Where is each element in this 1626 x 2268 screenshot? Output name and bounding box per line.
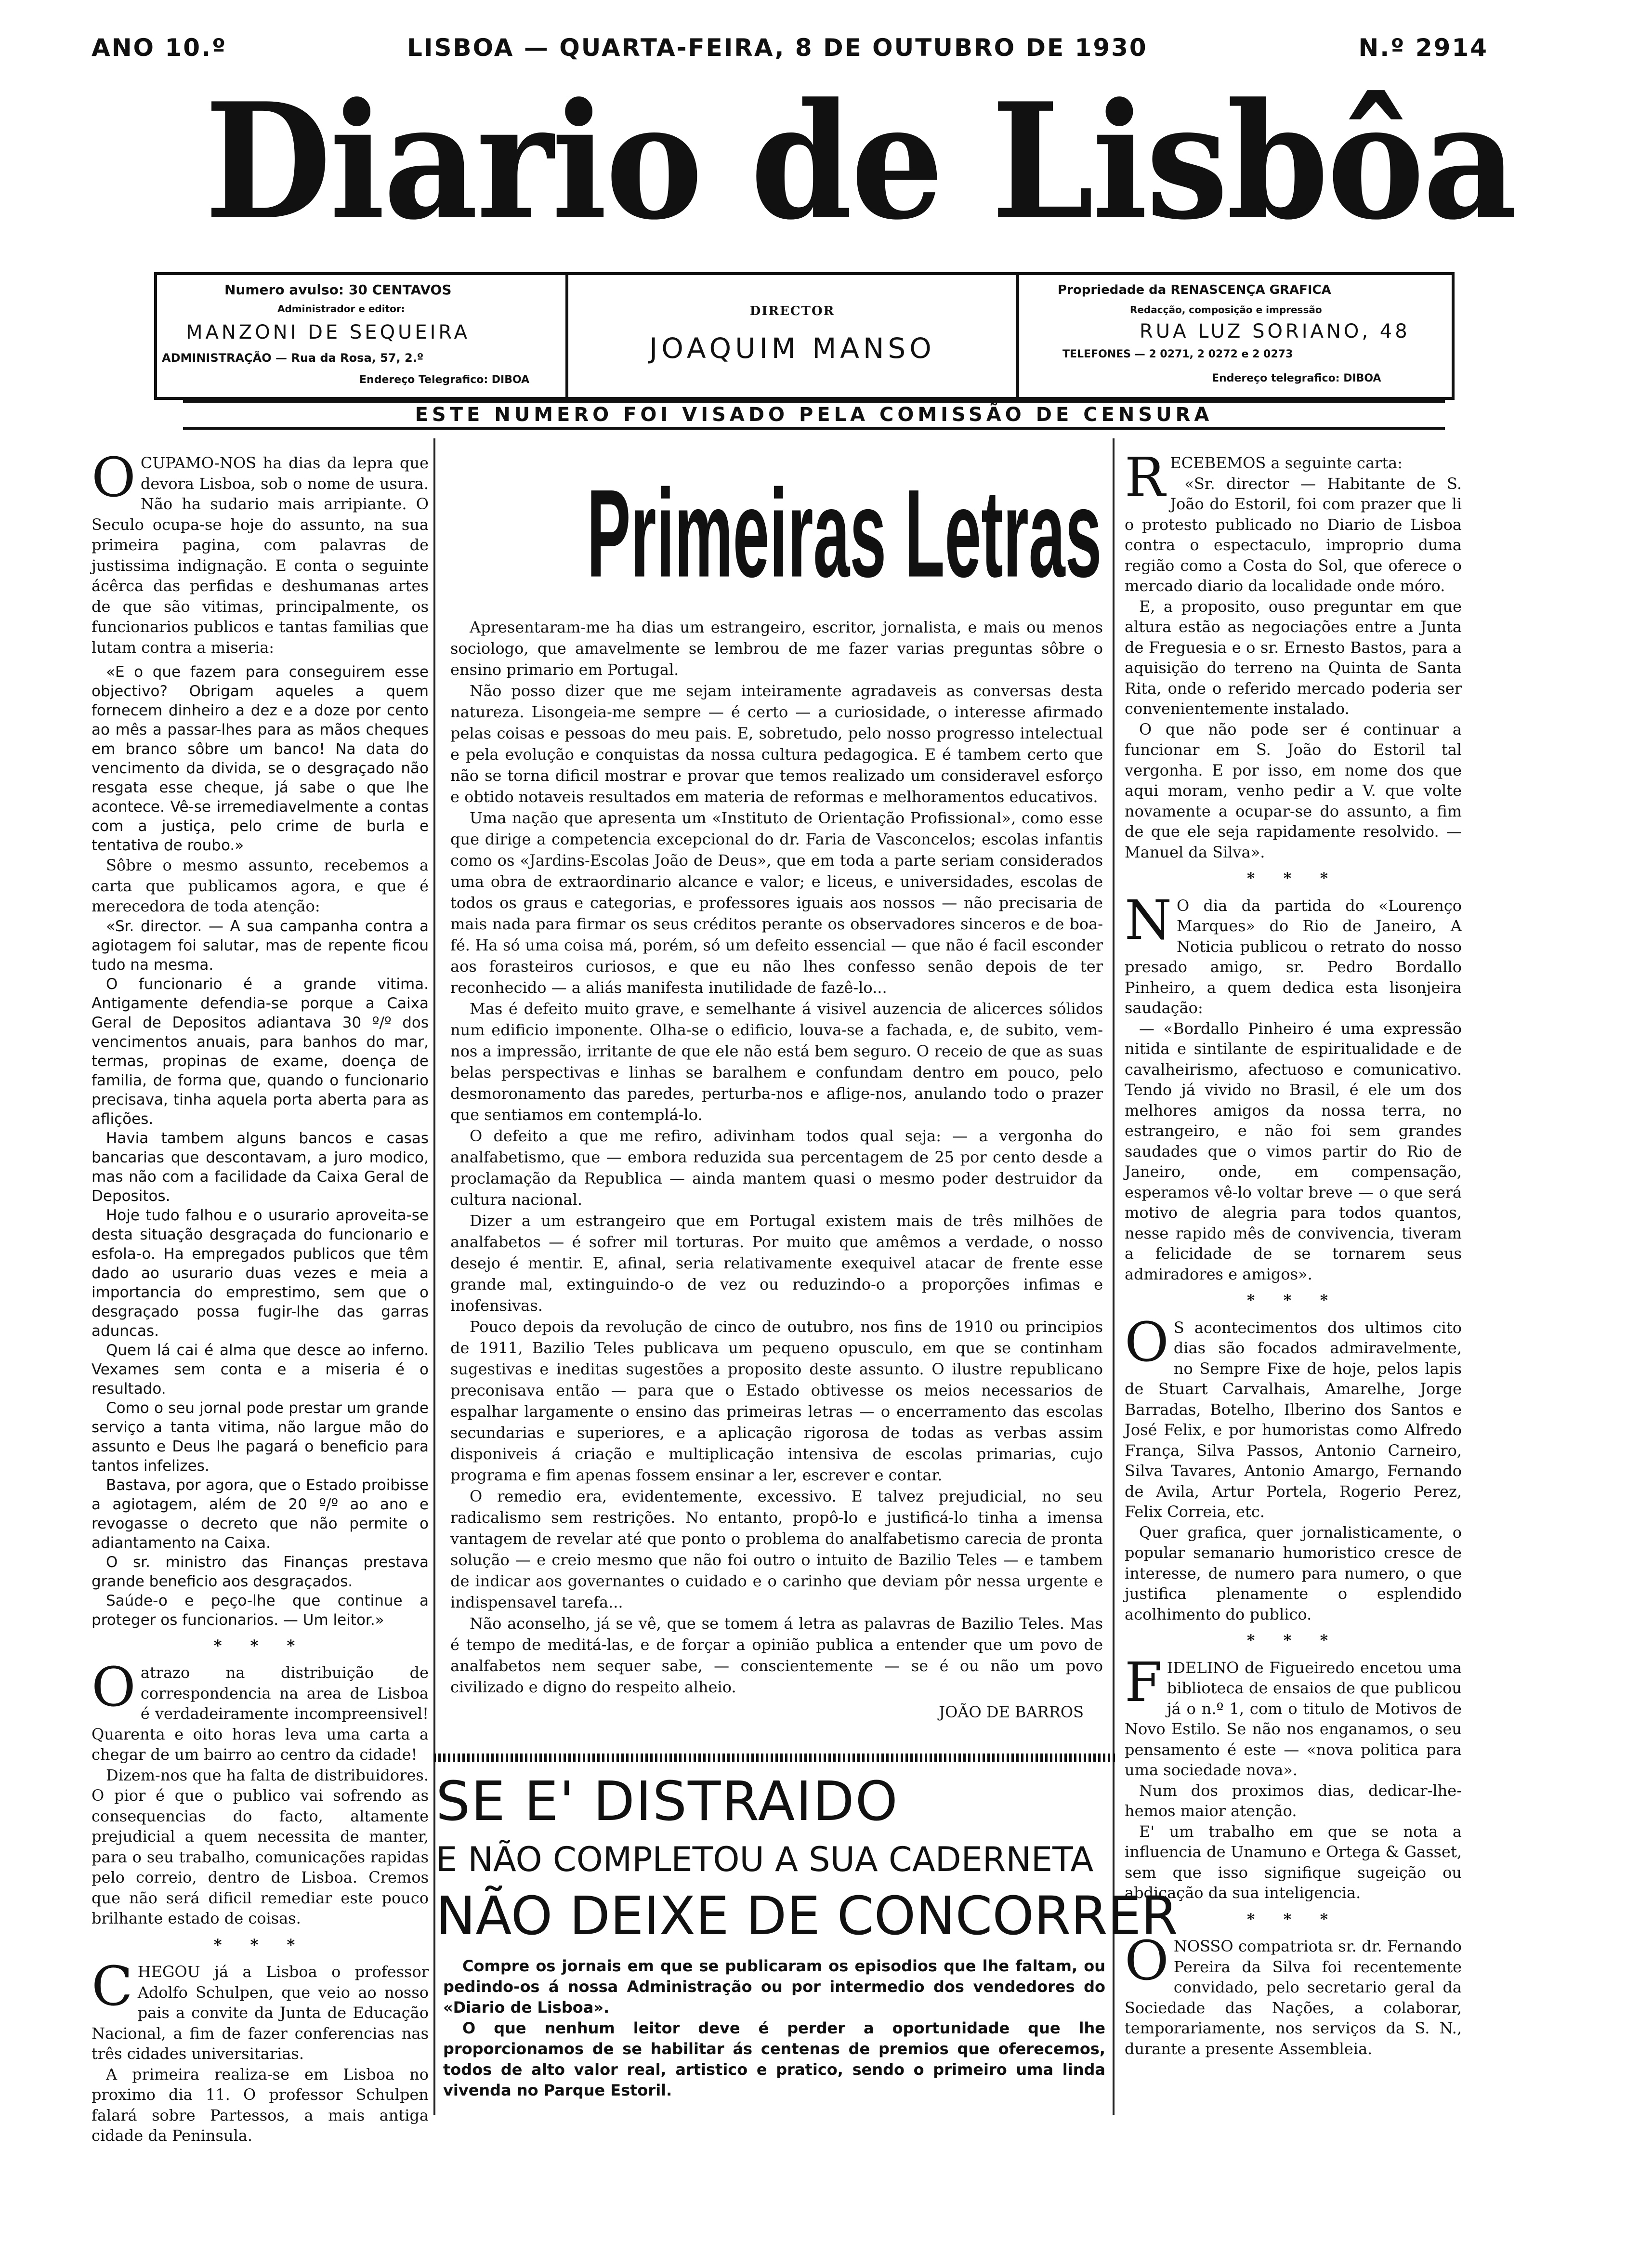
drop-cap: O — [92, 447, 136, 509]
quote-paragraph: «Sr. director. — A sua campanha contra a agiotagem foi salutar, mas de repente ficou tudo na mesma. — [92, 917, 429, 974]
infobox-left — [154, 272, 568, 400]
body-paragraph: E' um trabalho em que se nota a influencia de Unamuno e Ortega & Gasset, sem que isso signifique sugeição ou abdicação da sua inteligencia. — [1125, 1822, 1462, 1902]
drop-cap: O — [1125, 1311, 1169, 1374]
sempre-fixe-article: O S acontecimentos dos ultimos cito dias são focados admiravelmente, no Sempre Fixe de hoje, pelos lapis de Stuart Carvalhais, Amarelhe, Jorge Barradas, Botelho, Ilberino dos Santos e José Felix, e por humoristas como Alfredo França, Silva Passos, Antonio Carneiro, Silva Tavares, Antonio Amargo, Fernando de Avila, Artur Portela, Rogerio Perez, Felix Correia, etc. — [1125, 1311, 1462, 1521]
column-rule-left — [433, 438, 435, 2115]
body-paragraph: «Sr. director — Habitante de S. João do Estoril, foi com prazer que li o protesto publicado no Diario de Lisboa contra o espectaculo, improprio duma região como a Costa do Sol, que oferece o mercado diario da localidade onde móro. — [1125, 474, 1462, 595]
office-street: RUA LUZ SORIANO, 48 — [1140, 320, 1410, 343]
drop-cap: C — [92, 1955, 133, 2018]
article-paragraph: Dizer a um estrangeiro que em Portugal existem mais de três milhões de analfabetos — é sofrer mil torturas. Por muito que amêmos a verdade, o nosso desejo é mentir. E, afinal, seria relativamente exequivel atacar de frente esse grande mal, extinguindo-o de vez ou reduzindo-o a proporções infimas e inofensivas. — [450, 1212, 1103, 1315]
price-label: Numero avulso: 30 CENTAVOS — [224, 282, 452, 298]
section-divider: * * * — [1246, 1910, 1340, 1928]
body-paragraph: Quer grafica, quer jornalisticamente, o popular semanario humoristico cresce de interesse, de numero para numero, o que justifica plenamente o esplendido acolhimento do publico. — [1125, 1523, 1462, 1623]
section-divider: * * * — [213, 1636, 307, 1655]
article-title: Primeiras Letras — [587, 463, 1102, 604]
quote-paragraph: Quem lá cai é alma que desce ao inferno. Vexames sem conta e a miseria é o resultado. — [92, 1341, 429, 1398]
estoril-article: RECEBEMOS a seguinte carta: — [1125, 447, 1403, 509]
telegraph-left: Endereço Telegrafico: DIBOA — [359, 374, 530, 386]
article-paragraph: Pouco depois da revolução de cinco de outubro, nos fins de 1910 ou principios de 1911, Bazilio Teles publicava um pequeno opusculo, em que se continham sugestivas e ineditas sugestões a proposito deste assunto. O ilustre republicano preconisava então — para que o Estado obtivesse os meios necessarios de espalhar largamente o ensino das primeiras letras — o encerramento das escolas secundarias e superiores, e a aplicação rigorosa de todas as verbas assim disponiveis á criação e multiplicação intensiva de escolas primarias, cujo programa e fim apenas fossem ensinar a ler, escrever e contar. — [450, 1318, 1103, 1484]
drop-cap: F — [1125, 1651, 1162, 1714]
section-divider: * * * — [1246, 869, 1340, 887]
ad-headline-2: E NÃO COMPLETOU A SUA CADERNETA — [436, 1840, 1094, 1879]
dateline-row — [87, 34, 1493, 72]
drop-cap: O — [92, 1656, 136, 1719]
fidelino-article: FIDELINO de Figueiredo encetou uma biblioteca de ensaios de que publicou já o n.º 1, com o titulo de Motivos de Novo Estilo. Se não nos enganamos, o seu pensamento é este — «nova politica para uma sociedade nova». — [1125, 1651, 1462, 1779]
article-body — [450, 617, 1103, 1698]
office-label: Redacção, composição e impressão — [1130, 304, 1322, 316]
article-paragraph: Mas é defeito muito grave, e semelhante á visivel auzencia de alicerces sólidos num edificio imponente. Olha-se o edificio, louva-se a fachada, e, de subito, vem-nos a impressão, irritante de que ele não está bem seguro. O receio de que as suas belas perspectivas e linhas se baralhem e confundam dentro em pouco, pelo desmoronamento das paredes, perturba-nos e aflige-nos, anulando todo o prazer que sentiamos em contemplá-lo. — [450, 1000, 1103, 1124]
article-paragraph: Uma nação que apresenta um «Instituto de Orientação Profissional», como esse que dirige a competencia excepcional do dr. Faria de Vasconcelos; escolas infantis como os «Jardins-Escolas João de Deus», que em toda a parte seriam considerados uma obra de extraordinario alcance e valor; e liceus, e universidades, escolas de todos os graus e categorias, e professores iguais aos nossos — não precisaria de mais nada para firmar os seus créditos perante os observadores sinceros e de boa-fé. Ha só uma coisa má, porém, só um defeito essencial — que não é facil esconder aos forasteiros curiosos, e que eu não lhes confesso senão depois de ter reconhecido — a aliás manifesta inutilidade de fazê-lo... — [450, 809, 1103, 997]
masthead-title: Diario de Lisbôa — [204, 68, 1516, 255]
quote-paragraph: «E o que fazem para conseguirem esse objectivo? Obrigam aqueles a quem fornecem dinheiro a dez e a doze por cento ao mês a passar-lhes para as mãos cheques em branco sôbre um banco! Na data do vencimento da divida, se o desgraçado não resgata esse cheque, já sabe o que lhe acontece. Vê-se irremediavelmente a contas com a justiça, pelo crime de burla e tentativa de roubo.» — [92, 663, 429, 854]
body-paragraph: Dizem-nos que ha falta de distribuidores. O pior é que o publico vai sofrendo as consequencias do facto, altamente prejudicial a quem necessita de manter, para o seu trabalho, comunicações rapidas pelo correio, dentro de Lisboa. Cremos que não será dificil remediar este pouco brilhante estado de coisas. — [92, 1766, 429, 1927]
dateline: LISBOA — QUARTA-FEIRA, 8 DE OUTUBRO DE 1930 — [407, 34, 1148, 62]
article-paragraph: Apresentaram-me ha dias um estrangeiro, escritor, jornalista, e mais ou menos sociologo, que amavelmente se lembrou de me fazer varias preguntas sôbre o ensino primario em Portugal. — [450, 618, 1103, 679]
ad-headline-3: NÃO DEIXE DE CONCORRER — [436, 1885, 1178, 1947]
quote-paragraph: Saúde-o e peço-lhe que continue a proteger os funcionarios. — Um leitor.» — [92, 1592, 429, 1629]
body-paragraph: Num dos proximos dias, dedicar-lhe-hemos maior atenção. — [1125, 1781, 1462, 1820]
phones-label: TELEFONES — 2 0271, 2 0272 e 2 0273 — [1062, 348, 1293, 360]
telegraph-right: Endereço telegrafico: DIBOA — [1212, 372, 1381, 384]
ad-paragraph: Compre os jornais em que se publicaram os episodios que lhe faltam, ou pedindo-os á nossa Administração ou por intermedio dos vendedores do «Diario de Lisboa». — [443, 1957, 1105, 2017]
drop-cap: O — [1125, 1930, 1169, 1992]
schulpen-article: CHEGOU já a Lisboa o professor Adolfo Schulpen, que veio ao nosso pais a convite da Junta de Educação Nacional, a fim de fazer conferencias nas três cidades universitarias. — [92, 1955, 429, 2063]
infobox-right — [1016, 272, 1455, 400]
ad-top-rule — [433, 1754, 1117, 1762]
correio-article: Oatrazo na distribuição de correspondencia na area de Lisboa é verdadeiramente incompreensivel! Quarenta e oito horas leva uma carta a chegar de um bairro ao centro da cidade! — [92, 1656, 429, 1764]
director-label: DIRECTOR — [749, 304, 835, 318]
body-paragraph: Sôbre o mesmo assunto, recebemos a carta que publicamos agora, e que é merecedora de toda atenção: — [92, 856, 429, 915]
issue-number: N.º 2914 — [1358, 34, 1488, 62]
ad-paragraph: O que nenhum leitor deve é perder a oportunidade que lhe proporcionamos de se habilitar ás centenas de premios que oferecemos, todos de alto valor real, artistico e pratico, sendo o primeiro uma linda vivenda no Parque Estoril. — [443, 2019, 1105, 2099]
drop-cap: N — [1125, 889, 1172, 952]
admin-address: ADMINISTRAÇÃO — Rua da Rosa, 57, 2.º — [162, 351, 424, 365]
quote-paragraph: Havia tambem alguns bancos e casas bancarias que descontavam, a juro modico, mas não com a facilidade da Caixa Geral de Depositos. — [92, 1129, 429, 1205]
left-column — [92, 447, 429, 2146]
infobox-center — [568, 272, 1016, 400]
body-paragraph: A primeira realiza-se em Lisboa no proximo dia 11. O professor Schulpen falará sobre Partessos, a mais antiga cidade da Peninsula. — [92, 2065, 429, 2145]
ad-body — [443, 1956, 1105, 2101]
censorship-notice: ESTE NUMERO FOI VISADO PELA COMISSÃO DE CENSURA — [183, 400, 1445, 430]
body-paragraph: — «Bordallo Pinheiro é uma expressão nitida e sintilante de espiritualidade e de cavalheirismo, afectuoso e comunicativo. Tendo já vivido no Brasil, é ele um dos melhores amigos da nossa terra, no estrangeiro, e não foi sem grandes saudades que o vimos partir do Rio de Janeiro, onde, em compensação, esperamos vê-lo voltar breve — o que será motivo de alegria para todos quantos, nesse rapido mês de convivencia, tiveram a felicidade de se tornarem seus admiradores e amigos». — [1125, 1019, 1462, 1283]
section-divider: * * * — [1246, 1631, 1340, 1649]
owner-label: Propriedade da RENASCENÇA GRAFICA — [1058, 283, 1331, 297]
quote-paragraph: O sr. ministro das Finanças prestava grande beneficio aos desgraçados. — [92, 1553, 429, 1590]
article-paragraph: O remedio era, evidentemente, excessivo. E talvez prejudicial, no seu radicalismo sem restrições. No entanto, propô-lo e justificá-lo tinha a imensa vantagem de revelar até que ponto o problema do analfabetismo carecia de pronta solução — e creio mesmo que não foi outro o intuito de Bazilio Teles — e tambem de indicar aos governantes o cuidado e o carinho que deviam pôr nessa urgente e indispensavel tarefa... — [450, 1487, 1103, 1611]
year-label: ANO 10.º — [92, 34, 227, 62]
ad-headline-1: SE E' DISTRAIDO — [436, 1770, 899, 1833]
sn-article: ONOSSO compatriota sr. dr. Fernando Pereira da Silva foi recentemente convidado, pelo secretario geral da Sociedade das Nações, a colaborar, temporariamente, nos serviços da S. N., durante a presente Assembleia. — [1125, 1930, 1462, 2058]
right-column — [1125, 447, 1462, 2059]
article-paragraph: Não posso dizer que me sejam inteiramente agradaveis as conversas desta natureza. Lisongeia-me sempre — é certo — a curiosidade, o interesse afirmado pelas coisas e pessoas do meu pais. E, sobretudo, pelo nosso progresso intelectual e pela evolução e conquistas da nossa cultura pedagogica. E é tambem certo que não se torna dificil mostrar e provar que temos realizado um consideravel esforço e obtido notaveis resultados em materia de reformas e melhoramentos educativos. — [450, 682, 1103, 806]
section-divider: * * * — [213, 1935, 307, 1954]
usura-article: OCUPAMO-NOS ha dias da lepra que devora Lisboa, sob o nome de usura. Não ha sudario mais arripiante. O Seculo ocupa-se hoje do assunto, na sua primeira pagina, com palavras de justissima indignação. E conta o seguinte ácêrca das perfidas e deshumanas artes de que são vitimas, principalmente, os funcionarios publicos e tantas familias que lutam contra a miseria: — [92, 447, 429, 657]
quote-paragraph: O funcionario é a grande vitima. Antigamente defendia-se porque a Caixa Geral de Depositos adiantava 30 º/º dos vencimentos anuais, para banhos do mar, termas, propinas de exame, doença de familia, de forma que, quando o funcionario precisava, tinha aquela porta aberta para as aflições. — [92, 975, 429, 1128]
director-name: JOAQUIM MANSO — [649, 332, 935, 365]
quote-paragraph: Como o seu jornal pode prestar um grande serviço a tanta vitima, não largue mão do assunto e Deus lhe pagará o beneficio para tantos infelizes. — [92, 1399, 429, 1475]
center-article — [450, 617, 1103, 1723]
section-divider: * * * — [1246, 1291, 1340, 1309]
bordallo-article: N O dia da partida do «Lourenço Marques» do Rio de Janeiro, A Noticia publicou o retrato do nosso presado amigo, sr. Pedro Bordallo Pinheiro, a quem dedica esta lisonjeira saudação: — [1125, 889, 1462, 1017]
quote-paragraph: Hoje tudo falhou e o usurario aproveita-se desta situação desgraçada do funcionario e esfola-o. Ha empregados publicos que têm dado ao usurario duas vezes e meia a importancia do emprestimo, sem que o desgraçado possa fugir-lhe das garras aduncas. — [92, 1206, 429, 1340]
admin-name: MANZONI DE SEQUEIRA — [186, 321, 470, 343]
admin-label: Administrador e editor: — [277, 303, 405, 315]
article-paragraph: O defeito a que me refiro, adivinham todos qual seja: — a vergonha do analfabetismo, que — embora reduzida sua percentagem de 25 por cento desde a proclamação da Republica — ainda mantem quasi o mesmo poder destruidor da cultura nacional. — [450, 1127, 1103, 1209]
article-paragraph: Não aconselho, já se vê, que se tomem á letra as palavras de Bazilio Teles. Mas é tempo de meditá-las, e de forçar a opinião publica a entender que um povo de analfabetos nem sequer sabe, — conscientemente — se é ou não um povo civilizado e digno do respeito alheio. — [450, 1614, 1103, 1696]
quote-paragraph: Bastava, por agora, que o Estado proibisse a agiotagem, além de 20 º/º ao ano e revogasse o decreto que não permite o adiantamento na Caixa. — [92, 1476, 429, 1552]
drop-cap: R — [1125, 447, 1166, 509]
article-signature: JOÃO DE BARROS — [939, 1703, 1084, 1721]
body-paragraph: O que não pode ser é continuar a funcionar em S. João do Estoril tal vergonha. E por isso, em nome dos que aqui moram, venho pedir a V. que volte novamente a ocupar-se do assunto, a fim de que ele seja rapidamente resolvido. — Manuel da Silva». — [1125, 720, 1462, 861]
body-paragraph: E, a proposito, ouso preguntar em que altura estão as negociações entre a Junta de Freguesia e o sr. Ernesto Bastos, para a aquisição do terreno na Quinta de Santa Rita, onde o referido mercado poderia ser convenientemente instalado. — [1125, 597, 1462, 718]
column-rule-right — [1113, 438, 1115, 2115]
